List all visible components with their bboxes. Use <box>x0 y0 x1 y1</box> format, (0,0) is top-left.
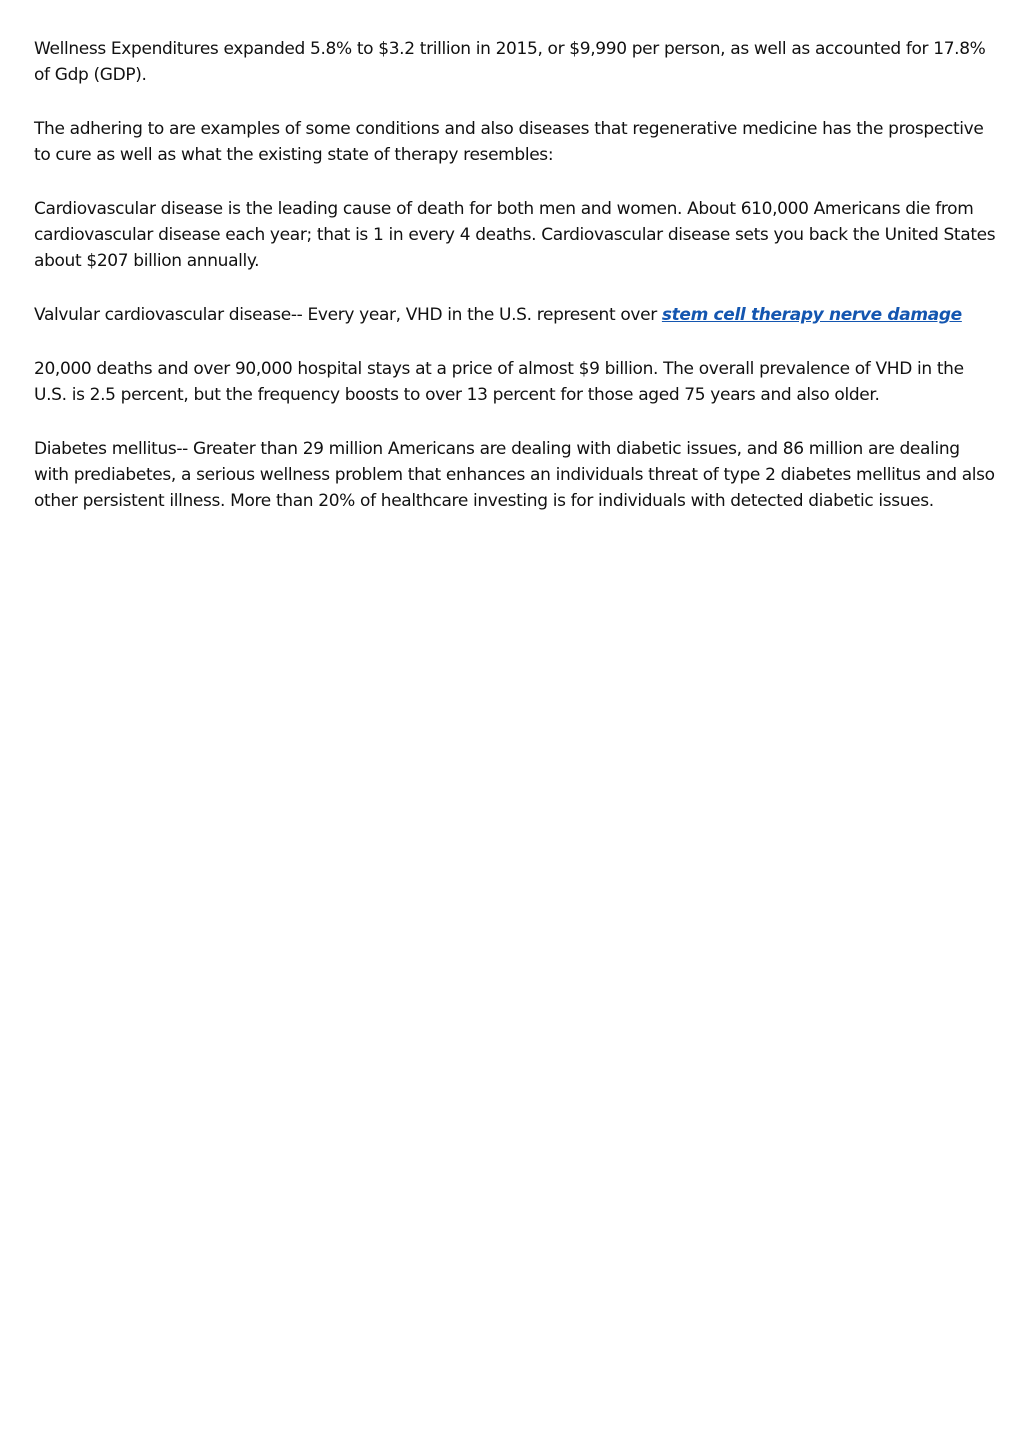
paragraph-diabetes: Diabetes mellitus-- Greater than 29 million Americans are dealing with diabetic issues, and 86 million are dealing with prediabetes, a serious wellness problem that enhances an individuals threat of type 2 diabetes mellitus and also other persistent illness. More than 20% of healthcare investing is for individuals with detected diabetic issues. <box>34 439 995 511</box>
paragraph-regenerative-intro: The adhering to are examples of some conditions and also diseases that regenerative medicine has the prospective to cure as well as what the existing state of therapy resembles: <box>34 119 984 165</box>
paragraph-valvular-disease <box>34 302 996 328</box>
document-body <box>34 36 996 542</box>
paragraph-vhd-statistics: 20,000 deaths and over 90,000 hospital stays at a price of almost $9 billion. The overall prevalence of VHD in the U.S. is 2.5 percent, but the frequency boosts to over 13 percent for those aged 75 years and also older. <box>34 359 964 405</box>
paragraph-valvular-text: Valvular cardiovascular disease-- Every year, VHD in the U.S. represent over <box>34 305 662 325</box>
paragraph-health-expenditures: Wellness Expenditures expanded 5.8% to $3.2 trillion in 2015, or $9,990 per person, as well as accounted for 17.8% of Gdp (GDP). <box>34 39 986 85</box>
paragraph-cardiovascular-disease: Cardiovascular disease is the leading cause of death for both men and women. About 610,000 Americans die from cardiovascular disease each year; that is 1 in every 4 deaths. Cardiovascular disease sets you back the United States about $207 billion annually. <box>34 199 996 271</box>
stem-cell-therapy-link[interactable]: stem cell therapy nerve damage <box>661 305 962 325</box>
